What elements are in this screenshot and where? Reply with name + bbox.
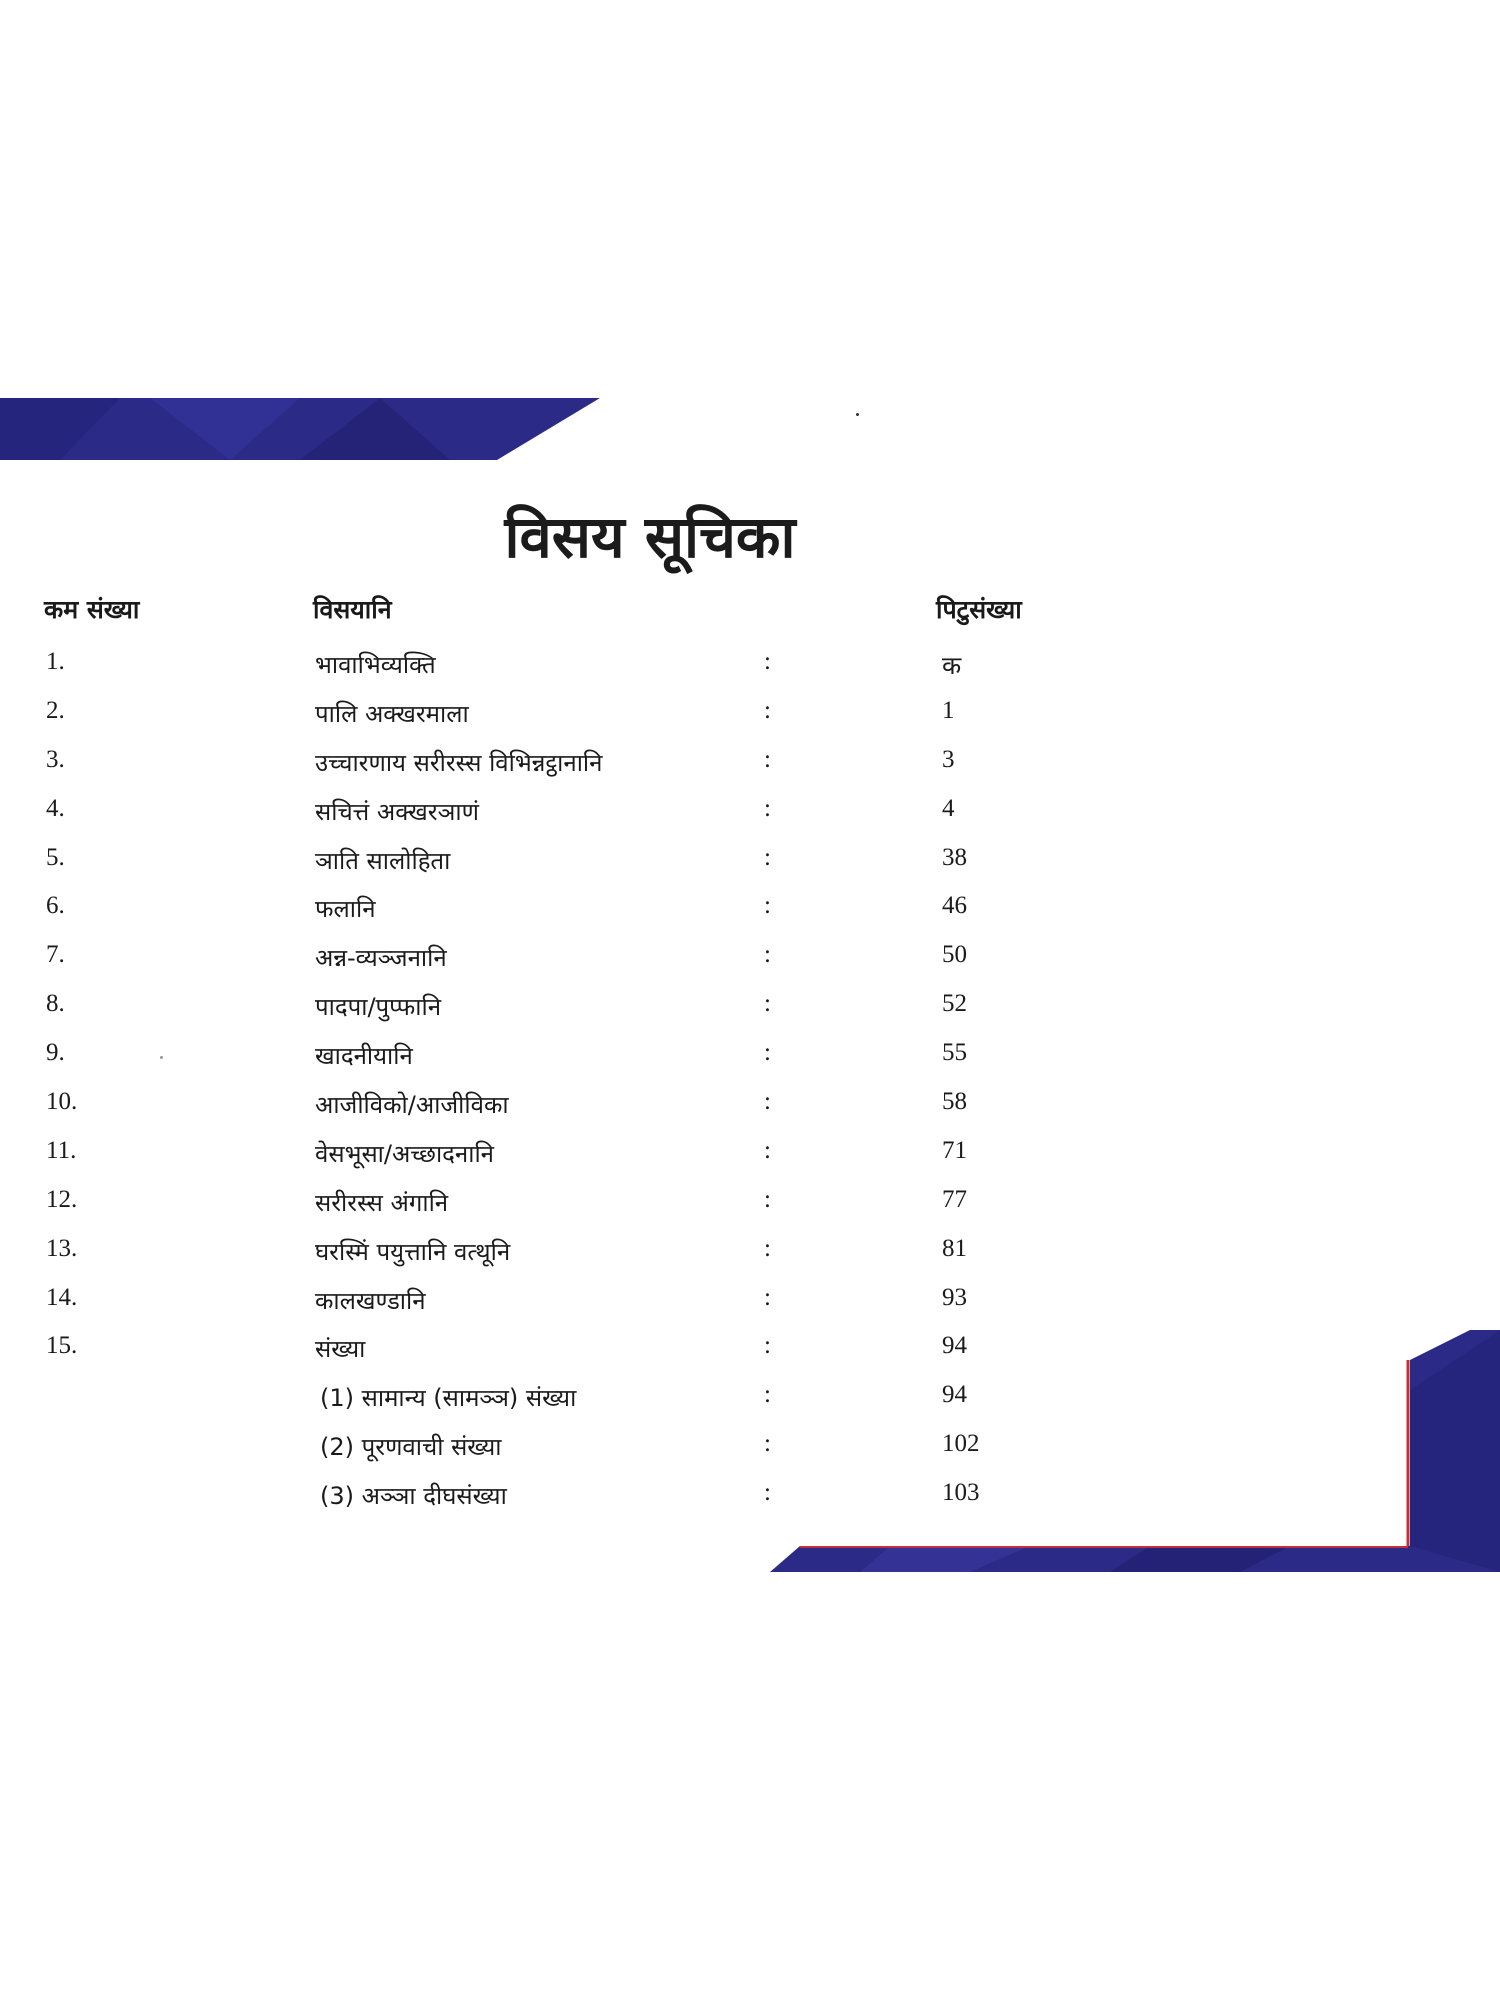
entry-page: 77: [942, 1185, 967, 1213]
entry-page: 52: [942, 990, 967, 1018]
subentry-page: 103: [942, 1479, 980, 1507]
entry-separator: :: [764, 892, 771, 920]
entry-number: 7.: [46, 941, 65, 969]
entry-page: 38: [942, 843, 967, 871]
entry-number: 6.: [46, 892, 65, 920]
toc-entry: [0, 1326, 1500, 1375]
entry-topic: पालि अक्खरमाला: [315, 699, 469, 728]
entry-separator: :: [764, 1479, 771, 1507]
scan-speck: [856, 413, 859, 416]
entry-separator: :: [764, 648, 771, 675]
entry-page: 1: [942, 696, 955, 724]
header-topic: विसयानि: [313, 595, 392, 624]
entry-number: 13.: [46, 1234, 78, 1262]
entry-page: 3: [942, 745, 955, 773]
toc-entry: [0, 1180, 1500, 1229]
subentry-topic: (1) सामान्य (सामञ्ञ) संख्या: [320, 1384, 577, 1413]
entry-number: 1.: [46, 648, 65, 675]
entry-separator: :: [764, 1088, 771, 1116]
entry-topic: फलानि: [315, 895, 376, 924]
subentry-topic: (2) पूरणवाची संख्या: [320, 1433, 502, 1462]
page-title: विसय सूचिका: [504, 503, 796, 571]
entry-number: 3.: [46, 745, 65, 773]
entry-page: क: [942, 653, 962, 680]
entry-number: 8.: [46, 990, 65, 1018]
entry-page: 93: [942, 1283, 967, 1311]
toc-entry: [0, 1131, 1500, 1180]
entry-separator: :: [764, 1332, 771, 1360]
toc-subentry: [0, 1375, 1500, 1424]
toc-entry: [0, 691, 1500, 740]
toc-subentry: [0, 1473, 1500, 1522]
entry-page: 81: [942, 1234, 967, 1262]
entry-topic: अन्न-व्यञ्जनानि: [315, 944, 447, 973]
entry-separator: :: [764, 1283, 771, 1311]
entry-separator: :: [764, 696, 771, 724]
subentry-page: 102: [942, 1430, 980, 1458]
entry-topic: ञाति सालोहिता: [315, 846, 451, 875]
entry-topic: कालखण्डानि: [315, 1286, 426, 1315]
entry-separator: :: [764, 1185, 771, 1213]
entry-page: 71: [942, 1136, 967, 1164]
entry-separator: :: [764, 745, 771, 773]
entry-separator: :: [764, 1430, 771, 1458]
entry-page: 55: [942, 1039, 967, 1067]
entry-topic: उच्चारणाय सरीरस्स विभिन्नट्ठानानि: [315, 748, 603, 777]
entry-page: 94: [942, 1332, 967, 1360]
toc-subentry: [0, 1424, 1500, 1473]
entry-separator: :: [764, 990, 771, 1018]
subentry-topic: (3) अञ्ञा दीघसंख्या: [320, 1482, 507, 1511]
entry-topic: सरीरस्स अंगानि: [315, 1188, 449, 1217]
toc-entry: [0, 886, 1500, 935]
toc-entry: [0, 935, 1500, 984]
entry-number: 5.: [46, 843, 65, 871]
toc-header-row: [0, 592, 1500, 636]
entry-separator: :: [764, 1136, 771, 1164]
toc-entry: [0, 838, 1500, 887]
entry-page: 58: [942, 1088, 967, 1116]
entry-number: 4.: [46, 794, 65, 822]
entry-topic: घरस्मिं पयुत्तानि वत्थूनि: [315, 1237, 511, 1266]
top-decorative-band: [0, 398, 600, 460]
subentry-page: 94: [942, 1381, 967, 1409]
entry-number: 11.: [46, 1136, 77, 1164]
header-page: पिटुसंख्या: [936, 595, 1022, 624]
entry-page: 4: [942, 794, 955, 822]
entry-separator: :: [764, 1381, 771, 1409]
entry-topic: आजीविको/आजीविका: [315, 1091, 509, 1120]
header-number: कम संख्या: [44, 595, 140, 624]
entry-separator: :: [764, 1039, 771, 1067]
entry-page: 46: [942, 892, 967, 920]
entry-number: 15.: [46, 1332, 78, 1360]
toc-entry: [0, 984, 1500, 1033]
entry-topic: संख्या: [315, 1335, 366, 1364]
entry-separator: :: [764, 1234, 771, 1262]
table-of-contents: [0, 642, 1500, 1522]
toc-entry: [0, 789, 1500, 838]
entry-topic: भावाभिव्यक्ति: [315, 651, 436, 679]
toc-entry: [0, 1278, 1500, 1327]
entry-number: 12.: [46, 1185, 78, 1213]
toc-entry: [0, 1082, 1500, 1131]
entry-number: 2.: [46, 696, 65, 724]
toc-entry: [0, 1229, 1500, 1278]
toc-entry: [0, 642, 1500, 691]
entry-separator: :: [764, 843, 771, 871]
entry-number: 10.: [46, 1088, 78, 1116]
entry-separator: :: [764, 794, 771, 822]
entry-number: 14.: [46, 1283, 78, 1311]
entry-topic: पादपा/पुप्फानि: [315, 993, 442, 1022]
entry-separator: :: [764, 941, 771, 969]
entry-number: 9.: [46, 1039, 65, 1067]
entry-topic: खादनीयानि: [315, 1042, 413, 1071]
toc-entry: [0, 1033, 1500, 1082]
entry-topic: सचित्तं अक्खरञाणं: [315, 797, 479, 826]
entry-topic: वेसभूसा/अच्छादनानि: [315, 1139, 494, 1168]
toc-entry: [0, 740, 1500, 789]
entry-page: 50: [942, 941, 967, 969]
